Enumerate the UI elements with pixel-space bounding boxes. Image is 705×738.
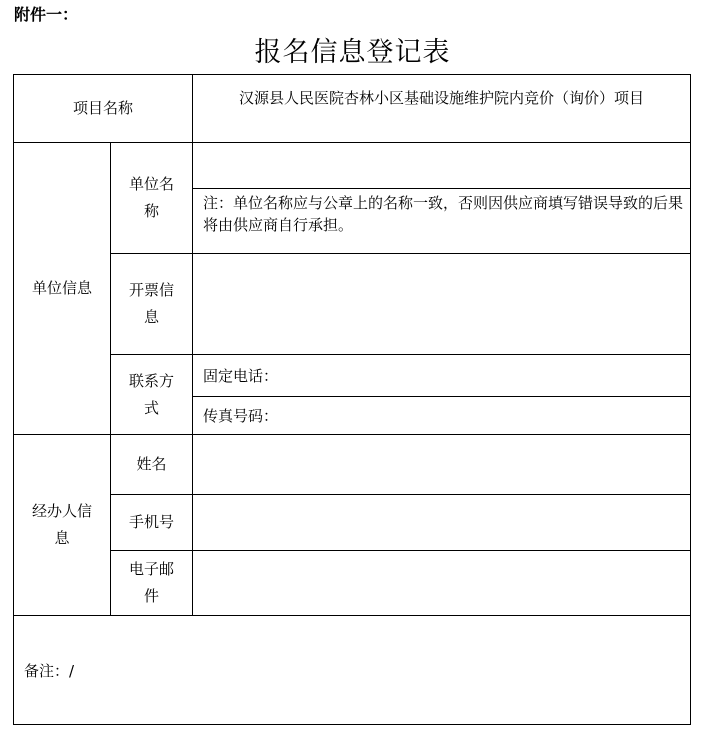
remark-row bbox=[14, 616, 691, 725]
handler-name-row bbox=[14, 435, 691, 495]
handler-email-row bbox=[14, 551, 691, 616]
handler-name-input[interactable] bbox=[193, 435, 691, 495]
attachment-label: 附件一： bbox=[14, 5, 79, 24]
form-title: 报名信息登记表 bbox=[254, 37, 451, 68]
handler-phone-input[interactable] bbox=[193, 495, 691, 551]
handler-email-label: 电子邮件 bbox=[111, 551, 193, 616]
registration-table bbox=[13, 74, 691, 725]
invoice-label: 开票信息 bbox=[111, 254, 193, 355]
unit-name-note: 注：单位名称应与公章上的名称一致，否则因供应商填写错误导致的后果将由供应商自行承担。 bbox=[193, 189, 691, 254]
invoice-row bbox=[14, 254, 691, 355]
remark-field[interactable]: 备注：/ bbox=[14, 616, 691, 725]
unit-name-input[interactable] bbox=[193, 143, 691, 189]
handler-name-label: 姓名 bbox=[111, 435, 193, 495]
unit-name-row bbox=[14, 143, 691, 189]
handler-phone-row bbox=[14, 495, 691, 551]
contact-label: 联系方式 bbox=[111, 355, 193, 435]
unit-info-label: 单位信息 bbox=[14, 143, 111, 435]
fax-field[interactable]: 传真号码： bbox=[193, 397, 691, 435]
project-row bbox=[14, 75, 691, 143]
landline-row bbox=[14, 355, 691, 397]
handler-phone-label: 手机号 bbox=[111, 495, 193, 551]
handler-info-label: 经办人信息 bbox=[14, 435, 111, 616]
project-name-label: 项目名称 bbox=[14, 75, 193, 143]
handler-email-input[interactable] bbox=[193, 551, 691, 616]
unit-name-label: 单位名称 bbox=[111, 143, 193, 254]
landline-field[interactable]: 固定电话： bbox=[193, 355, 691, 397]
project-name-value: 汉源县人民医院杏林小区基础设施维护院内竞价（询价）项目 bbox=[193, 75, 691, 143]
invoice-input[interactable] bbox=[193, 254, 691, 355]
